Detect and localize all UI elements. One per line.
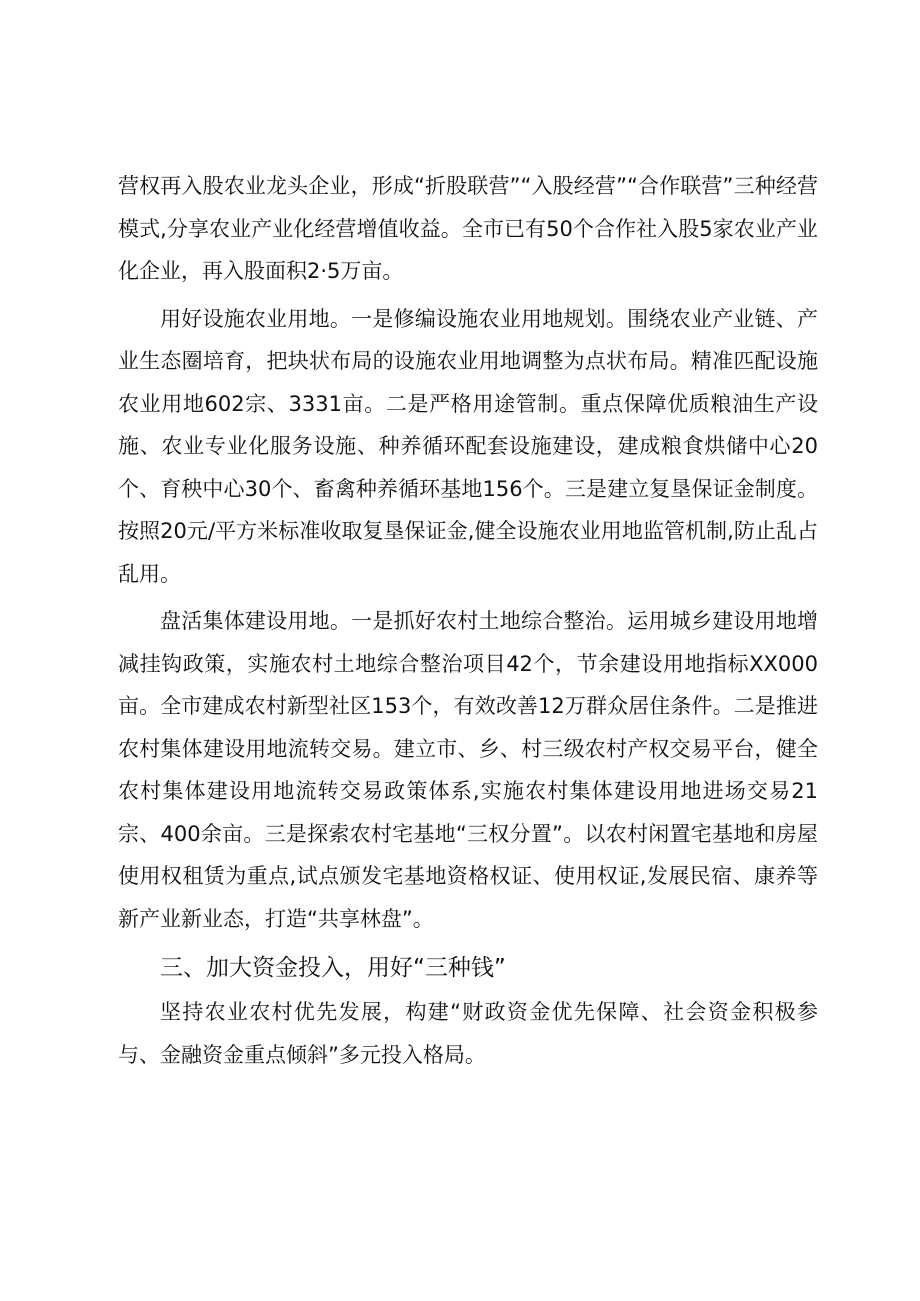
- paragraph-collective-land: 盘活集体建设用地。一是抓好农村土地综合整治。运用城乡建设用地增减挂钩政策，实施农村土地综合整治项目42个，节余建设用地指标XX000亩。全市建成农村新型社区153个，有效改善12万群众居住条件。二是推进农村集体建设用地流转交易。建立市、乡、村三级农村产权交易平台，健全农村集体建设用地流转交易政策体系,实施农村集体建设用地进场交易21宗、400余亩。三是探索农村宅基地“三权分置”。以农村闲置宅基地和房屋使用权租赁为重点,试点颁发宅基地资格权证、使用权证,发展民宿、康养等新产业新业态，打造“共享林盘”。: [118, 609, 818, 931]
- paragraph-facility-land: 用好设施农业用地。一是修编设施农业用地规划。围绕农业产业链、产业生态圈培育，把块状布局的设施农业用地调整为点状布局。精准匹配设施农业用地602宗、3331亩。二是严格用途管制。重点保障优质粮油生产设施、农业专业化服务设施、种养循环配套设施建设，建成粮食烘储中心20个、育秧中心30个、畜禽种养循环基地156个。三是建立复垦保证金制度。按照20元/平方米标准收取复垦保证金,健全设施农业用地监管机制,防止乱占乱用。: [118, 306, 818, 586]
- paragraph-investment: 坚持农业农村优先发展，构建“财政资金优先保障、社会资金积极参与、金融资金重点倾斜”多元投入格局。: [118, 1000, 818, 1067]
- document-body: [118, 165, 818, 1076]
- paragraph-continuation: 营权再入股农业龙头企业，形成“折股联营”“入股经营”“合作联营”三种经营模式,分享农业产业化经营增值收益。全市已有50个合作社入股5家农业产业化企业，再入股面积2·5万亩。: [118, 174, 818, 283]
- section-heading: 三、加大资金投入，用好“三种钱”: [160, 955, 506, 981]
